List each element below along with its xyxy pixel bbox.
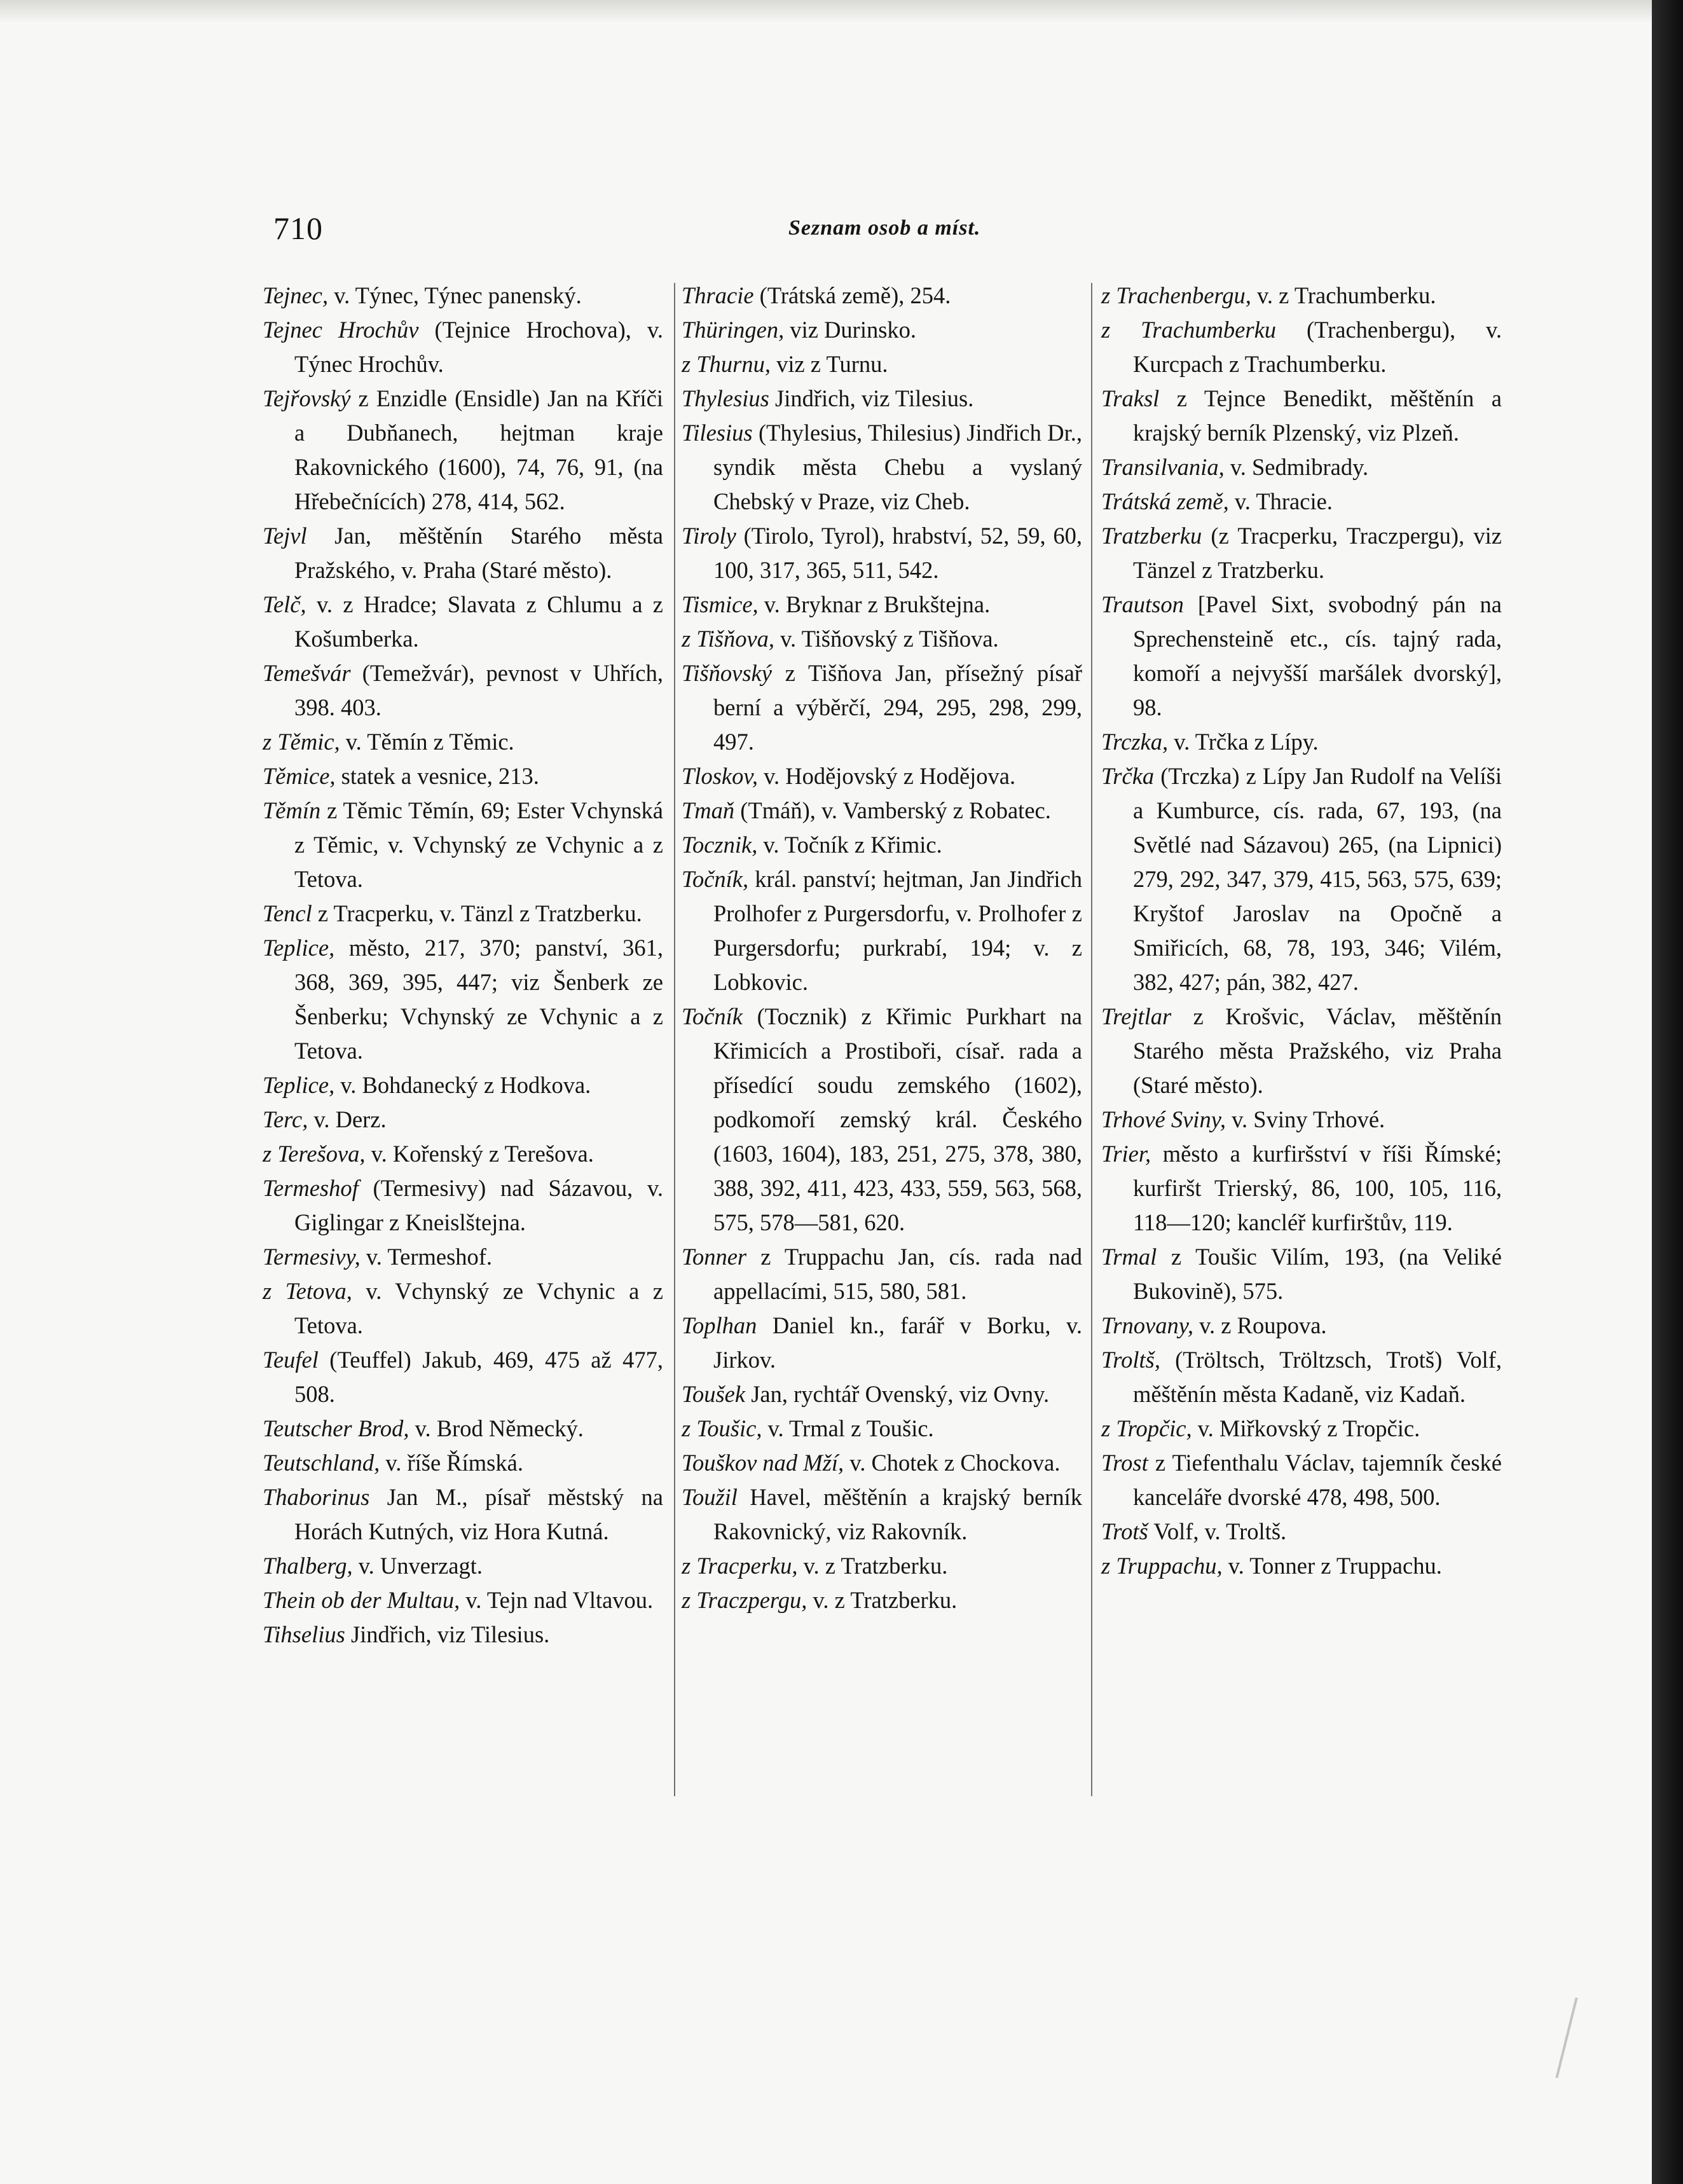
entry-text: statek a vesnice, 213.: [335, 763, 539, 789]
index-entry: [682, 622, 1082, 656]
entry-text: v. Chotek z Chockova.: [844, 1450, 1061, 1476]
index-entry: [263, 931, 663, 1068]
entry-text: v. z Tratzberku.: [797, 1553, 948, 1579]
entry-headword: z Trachumberku: [1101, 317, 1277, 343]
entry-headword: Trost: [1101, 1450, 1148, 1476]
index-entry: [263, 725, 663, 759]
entry-headword: z Tetova,: [263, 1278, 352, 1304]
entry-text: v. Trčka z Lípy.: [1168, 729, 1319, 755]
entry-text: (Trczka) z Lípy Jan Rudolf na Velíši a Kumburce, cís. rada, 67, 193, (na Světlé nad Sázavou) 265, (na Lipnici) 279, 292, 347, 379, 415, 563, 575, 639; Kryštof Jaroslav na Opočně a Smiřicích, 68, 78, 193, 346; Vilém, 382, 427; pán, 382, 427.: [1133, 763, 1502, 995]
index-entry: [263, 519, 663, 587]
entry-headword: Teplice,: [263, 935, 335, 961]
entry-headword: Tejvl: [263, 523, 307, 549]
entry-text: v. Bohdanecký z Hodkova.: [334, 1072, 591, 1098]
entry-headword: Thaborinus: [263, 1484, 370, 1510]
index-column-2: [682, 278, 1082, 1617]
entry-headword: Traksl: [1101, 385, 1160, 411]
entry-headword: Trnovany,: [1101, 1312, 1194, 1338]
entry-headword: z Trachenbergu,: [1101, 282, 1251, 308]
entry-headword: Tišňovský: [682, 660, 772, 686]
index-entry: [1101, 1102, 1502, 1137]
entry-text: Jan, měštěnín Starého města Pražského, v. Praha (Staré město).: [294, 523, 663, 583]
entry-headword: Trier,: [1101, 1141, 1151, 1167]
entry-text: z Tracperku, v. Tänzl z Tratzberku.: [312, 900, 642, 926]
entry-text: v. Tonner z Truppachu.: [1222, 1553, 1442, 1579]
entry-headword: z Thurnu,: [682, 351, 771, 377]
entry-headword: Tencl: [263, 900, 312, 926]
entry-headword: Tihselius: [263, 1621, 345, 1647]
entry-headword: Trautson: [1101, 591, 1184, 617]
entry-text: z Truppachu Jan, cís. rada nad appellacími, 515, 580, 581.: [713, 1244, 1082, 1304]
entry-text: (Trachenbergu), v. Kurcpach z Trachumberku.: [1133, 317, 1502, 377]
index-entry: [682, 519, 1082, 587]
entry-text: král. panství; hejtman, Jan Jindřich Prolhofer z Purgersdorfu, v. Prolhofer z Purgersdorfu; purkrabí, 194; v. z Lobkovic.: [713, 866, 1082, 995]
index-entry: [1101, 759, 1502, 999]
entry-text: v. Unverzagt.: [352, 1553, 483, 1579]
entry-headword: Termesivy,: [263, 1244, 361, 1270]
entry-headword: Těmice,: [263, 763, 336, 789]
index-entry: [263, 1411, 663, 1446]
entry-headword: Tonner: [682, 1244, 747, 1270]
entry-headword: z Truppachu,: [1101, 1553, 1223, 1579]
index-entry: [1101, 1137, 1502, 1240]
index-entry: [1101, 587, 1502, 725]
entry-headword: Tilesius: [682, 420, 753, 446]
entry-headword: z Terešova,: [263, 1141, 366, 1167]
pencil-mark: [1555, 1997, 1577, 2078]
entry-headword: Tmaň: [682, 797, 735, 823]
index-entry: [1101, 999, 1502, 1102]
entry-text: Volf, v. Troltš.: [1148, 1518, 1287, 1544]
index-entry: [263, 278, 663, 313]
entry-text: Jan M., písař městský na Horách Kutných, viz Hora Kutná.: [294, 1484, 663, 1544]
entry-text: v. Tejn nad Vltavou.: [460, 1587, 654, 1613]
index-entry: [263, 587, 663, 656]
entry-text: v. Vchynský ze Vchynic a z Tetova.: [294, 1278, 663, 1338]
index-entry: [682, 656, 1082, 759]
index-entry: [1101, 519, 1502, 587]
entry-text: město, 217, 370; panství, 361, 368, 369, 395, 447; viz Šenberk ze Šenberku; Vchynský ze Vchynic a z Tetova.: [294, 935, 663, 1064]
index-entry: [682, 416, 1082, 519]
entry-text: Jindřich, viz Tilesius.: [769, 385, 974, 411]
entry-text: Jan, rychtář Ovenský, viz Ovny.: [745, 1381, 1050, 1407]
entry-headword: Thüringen,: [682, 317, 785, 343]
entry-text: (Teuffel) Jakub, 469, 475 až 477, 508.: [294, 1347, 663, 1407]
entry-headword: Teutschland,: [263, 1450, 380, 1476]
entry-text: (Tmáň), v. Vamberský z Robatec.: [734, 797, 1051, 823]
entry-headword: Trejtlar: [1101, 1003, 1172, 1029]
entry-headword: Tejnec,: [263, 282, 329, 308]
column-divider: [1091, 283, 1092, 1796]
index-entry: [682, 1549, 1082, 1583]
index-entry: [1101, 1240, 1502, 1308]
index-entry: [682, 278, 1082, 313]
index-entry: [1101, 1514, 1502, 1549]
entry-text: (Temežvár), pevnost v Uhřích, 398. 403.: [294, 660, 663, 720]
index-entry: [682, 1240, 1082, 1308]
entry-text: v. Miřkovský z Tropčic.: [1192, 1415, 1420, 1441]
entry-text: z Toušic Vilím, 193, (na Veliké Bukovině), 575.: [1133, 1244, 1502, 1304]
entry-headword: Tloskov,: [682, 763, 758, 789]
entry-headword: Teutscher Brod,: [263, 1415, 409, 1441]
entry-headword: Troltš,: [1101, 1347, 1160, 1373]
entry-headword: Točník: [682, 1003, 743, 1029]
entry-text: v. Hodějovský z Hodějova.: [757, 763, 1016, 789]
index-entry: [263, 896, 663, 931]
entry-headword: Telč,: [263, 591, 306, 617]
running-head: Seznam osob a míst.: [788, 216, 981, 240]
entry-headword: Tejnec Hrochův: [263, 317, 419, 343]
index-entry: [263, 1480, 663, 1549]
column-divider: [674, 283, 675, 1796]
index-entry: [682, 347, 1082, 381]
entry-text: v. Kořenský z Terešova.: [365, 1141, 594, 1167]
entry-text: z Těmic Těmín, 69; Ester Vchynská z Těmic, v. Vchynský ze Vchynic a z Tetova.: [294, 797, 663, 892]
entry-headword: Transilvania,: [1101, 454, 1225, 480]
entry-text: (z Tracperku, Traczpergu), viz Tänzel z Tratzberku.: [1133, 523, 1502, 583]
entry-headword: Trčka: [1101, 763, 1155, 789]
entry-headword: Trczka,: [1101, 729, 1169, 755]
entry-text: v. z Roupova.: [1193, 1312, 1327, 1338]
index-entry: [263, 1240, 663, 1274]
entry-headword: z Toušic,: [682, 1415, 762, 1441]
index-entry: [1101, 1411, 1502, 1446]
index-entry: [263, 1549, 663, 1583]
entry-headword: Toplhan: [682, 1312, 757, 1338]
entry-headword: Termeshof: [263, 1175, 359, 1201]
index-entry: [263, 1171, 663, 1240]
page-number: 710: [273, 210, 323, 246]
index-entry: [263, 313, 663, 381]
entry-headword: Tismice,: [682, 591, 759, 617]
entry-headword: Thracie: [682, 282, 754, 308]
index-entry: [1101, 450, 1502, 484]
entry-headword: Teufel: [263, 1347, 319, 1373]
scan-right-edge-border: [1652, 0, 1683, 2184]
entry-text: (Tröltsch, Tröltzsch, Trotš) Volf, měštěnín města Kadaně, viz Kadaň.: [1133, 1347, 1502, 1407]
entry-text: z Tišňova Jan, přísežný písař berní a výběrčí, 294, 295, 298, 299, 497.: [713, 660, 1082, 755]
entry-text: viz z Turnu.: [770, 351, 888, 377]
entry-text: (Trátská země), 254.: [753, 282, 951, 308]
index-entry: [1101, 1343, 1502, 1411]
index-entry: [682, 759, 1082, 793]
entry-headword: Trátská země,: [1101, 488, 1229, 514]
entry-headword: z Tišňova,: [682, 626, 775, 652]
index-entry: [1101, 381, 1502, 450]
entry-text: město a kurfiršství v říši Římské; kurfiršt Trierský, 86, 100, 105, 116, 118—120; kancléř kurfirštův, 119.: [1133, 1141, 1502, 1235]
entry-text: z Tejnce Benedikt, měštěnín a krajský berník Plzenský, viz Plzeň.: [1133, 385, 1502, 446]
entry-text: (Tirolo, Tyrol), hrabství, 52, 59, 60, 100, 317, 365, 511, 542.: [713, 523, 1082, 583]
entry-text: v. Točník z Křimic.: [757, 832, 942, 858]
entry-text: v. Tišňovský z Tišňova.: [774, 626, 999, 652]
entry-text: (Tocznik) z Křimic Purkhart na Křimicích a Prostiboři, císař. rada a přísedící soudu zemského (1602), podkomoří zemský král. Českého (1603, 1604), 183, 251, 275, 378, 380, 388, 392, 411, 423, 433, 559, 563, 568, 575, 578—581, 620.: [713, 1003, 1082, 1235]
index-entry: [1101, 1549, 1502, 1583]
index-entry: [263, 381, 663, 519]
entry-text: (Tejnice Hrochova), v. Týnec Hrochův.: [294, 317, 663, 377]
index-entry: [682, 1411, 1082, 1446]
index-entry: [682, 1480, 1082, 1549]
entry-text: Jindřich, viz Tilesius.: [345, 1621, 550, 1647]
entry-text: v. z Trachumberku.: [1251, 282, 1436, 308]
index-entry: [263, 656, 663, 725]
entry-text: z Tiefenthalu Václav, tajemník české kanceláře dvorské 478, 498, 500.: [1133, 1450, 1502, 1510]
entry-text: Daniel kn., farář v Borku, v. Jirkov.: [713, 1312, 1082, 1373]
index-entry: [263, 1617, 663, 1652]
entry-text: [Pavel Sixt, svobodný pán na Sprechensteině etc., cís. tajný rada, komoří a nejvyšší maršálek dvorský], 98.: [1133, 591, 1502, 720]
index-entry: [1101, 1446, 1502, 1514]
index-entry: [682, 793, 1082, 828]
entry-headword: Temešvár: [263, 660, 351, 686]
index-entry: [682, 1377, 1082, 1411]
index-entry: [263, 1137, 663, 1171]
entry-text: v. Brod Německý.: [409, 1415, 584, 1441]
entry-headword: z Traczpergu,: [682, 1587, 807, 1613]
index-entry: [263, 759, 663, 793]
entry-headword: Toušek: [682, 1381, 746, 1407]
index-entry: [1101, 484, 1502, 519]
entry-text: (Termesivy) nad Sázavou, v. Giglingar z Kneislštejna.: [294, 1175, 663, 1235]
entry-headword: Thylesius: [682, 385, 769, 411]
entry-text: v. Týnec, Týnec panenský.: [328, 282, 582, 308]
entry-headword: Touškov nad Mží,: [682, 1450, 844, 1476]
entry-text: v. Bryknar z Brukštejna.: [758, 591, 991, 617]
entry-headword: Toužil: [682, 1484, 738, 1510]
index-entry: [263, 1343, 663, 1411]
index-entry: [682, 828, 1082, 862]
entry-headword: Trotš: [1101, 1518, 1148, 1544]
entry-headword: Tejřovský: [263, 385, 351, 411]
index-entry: [682, 1583, 1082, 1617]
index-entry: [682, 999, 1082, 1240]
index-entry: [682, 862, 1082, 999]
index-entry: [1101, 313, 1502, 381]
index-entry: [682, 381, 1082, 416]
index-entry: [682, 587, 1082, 622]
entry-text: v. Termeshof.: [360, 1244, 493, 1270]
entry-text: (Thylesius, Thilesius) Jindřich Dr., syndik města Chebu a vyslaný Chebský v Praze, viz Cheb.: [713, 420, 1082, 514]
entry-headword: Trmal: [1101, 1244, 1157, 1270]
index-entry: [682, 313, 1082, 347]
entry-text: z Krošvic, Václav, měštěnín Starého města Pražského, viz Praha (Staré město).: [1133, 1003, 1502, 1098]
entry-headword: Thalberg,: [263, 1553, 353, 1579]
entry-headword: z Těmic,: [263, 729, 340, 755]
entry-text: Havel, měštěnín a krajský berník Rakovnický, viz Rakovník.: [713, 1484, 1082, 1544]
index-entry: [263, 793, 663, 896]
entry-text: z Enzidle (Ensidle) Jan na Kříči a Dubňanech, hejtman kraje Rakovnického (1600), 74, 76, 91, (na Hřebečnících) 278, 414, 562.: [294, 385, 663, 514]
entry-text: v. Sviny Trhové.: [1226, 1106, 1385, 1132]
entry-text: v. z Hradce; Slavata z Chlumu a z Košumberka.: [294, 591, 663, 652]
index-column-3: [1101, 278, 1502, 1583]
index-entry: [263, 1102, 663, 1137]
entry-text: v. říše Římská.: [380, 1450, 523, 1476]
index-entry: [1101, 725, 1502, 759]
entry-text: viz Durinsko.: [784, 317, 917, 343]
entry-text: v. z Tratzberku.: [807, 1587, 958, 1613]
entry-headword: Tocznik,: [682, 832, 758, 858]
entry-text: v. Thracie.: [1228, 488, 1333, 514]
entry-headword: Thein ob der Multau,: [263, 1587, 460, 1613]
entry-headword: z Tropčic,: [1101, 1415, 1192, 1441]
index-entry: [1101, 278, 1502, 313]
index-entry: [682, 1446, 1082, 1480]
entry-headword: Terc,: [263, 1106, 308, 1132]
scan-top-edge-shadow: [0, 0, 1683, 23]
entry-text: v. Trmal z Toušic.: [762, 1415, 934, 1441]
entry-headword: Trhové Sviny,: [1101, 1106, 1226, 1132]
index-entry: [1101, 1308, 1502, 1343]
entry-text: v. Těmín z Těmic.: [340, 729, 514, 755]
index-entry: [263, 1274, 663, 1343]
entry-headword: Těmín: [263, 797, 321, 823]
entry-headword: Tiroly: [682, 523, 736, 549]
entry-headword: Teplice,: [263, 1072, 335, 1098]
index-entry: [263, 1583, 663, 1617]
index-entry: [263, 1068, 663, 1102]
index-entry: [263, 1446, 663, 1480]
index-column-1: [263, 278, 663, 1652]
entry-text: v. Derz.: [308, 1106, 387, 1132]
entry-text: v. Sedmibrady.: [1224, 454, 1369, 480]
index-entry: [682, 1308, 1082, 1377]
entry-headword: z Tracperku,: [682, 1553, 798, 1579]
entry-headword: Tratzberku: [1101, 523, 1202, 549]
entry-headword: Točník,: [682, 866, 749, 892]
